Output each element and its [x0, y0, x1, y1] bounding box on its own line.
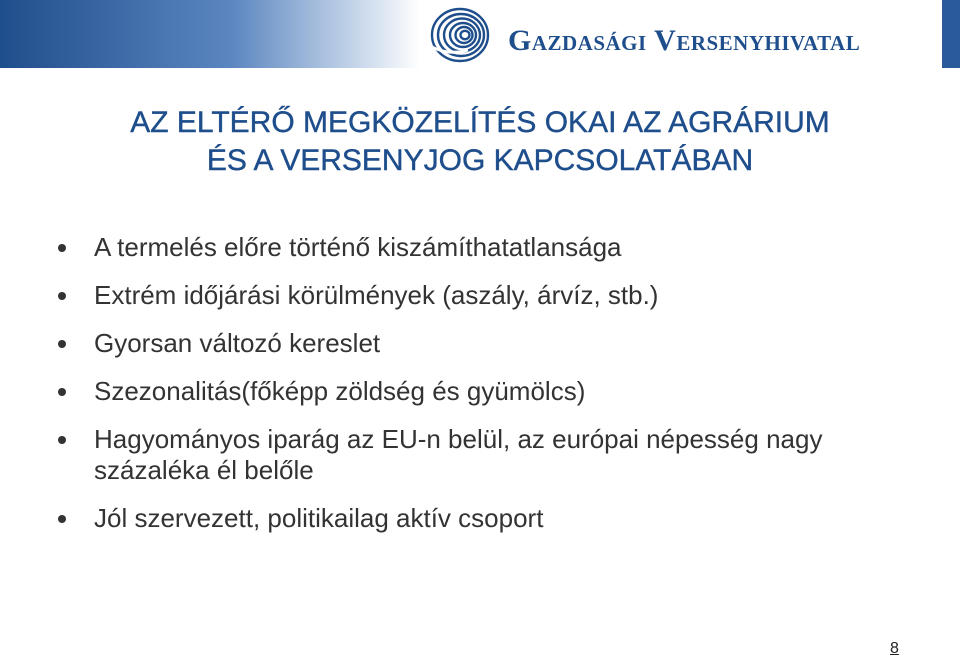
bullet-dot-icon	[58, 292, 66, 300]
bullet-dot-icon	[58, 436, 66, 444]
header-right-strip	[942, 0, 960, 68]
logo-text: Gazdasági Versenyhivatal	[508, 24, 861, 57]
bullet-item	[56, 503, 916, 534]
bullet-dot-icon	[58, 244, 66, 252]
bullet-text: Jól szervezett, politikailag aktív csoport	[94, 503, 544, 533]
bullet-text: A termelés előre történő kiszámíthatatlansága	[94, 232, 622, 262]
slide-title	[30, 104, 930, 180]
bullet-item	[56, 424, 916, 486]
bullet-item	[56, 280, 916, 311]
bullet-text: Szezonalitás(főképp zöldség és gyümölcs)	[94, 376, 586, 406]
slide-title-line-1: AZ ELTÉRŐ MEGKÖZELÍTÉS OKAI AZ AGRÁRIUM	[130, 106, 830, 139]
slide-title-line-2: ÉS A VERSENYJOG KAPCSOLATÁBAN	[206, 144, 754, 177]
logo-swirl-icon	[428, 6, 490, 64]
page-number: 8	[890, 640, 899, 657]
header-gradient	[0, 0, 420, 68]
bullet-dot-icon	[58, 388, 66, 396]
header-banner	[0, 0, 960, 68]
bullet-dot-icon	[58, 515, 66, 523]
bullet-text: Extrém időjárási körülmények (aszály, árvíz, stb.)	[94, 280, 659, 310]
bullet-text: Hagyományos iparág az EU-n belül, az európai népesség nagy százaléka él belőle	[94, 424, 823, 485]
bullet-item	[56, 376, 916, 407]
bullet-item	[56, 232, 916, 263]
bullet-text: Gyorsan változó kereslet	[94, 328, 381, 358]
bullet-dot-icon	[58, 340, 66, 348]
bullet-item	[56, 328, 916, 359]
bullet-list	[56, 232, 916, 551]
